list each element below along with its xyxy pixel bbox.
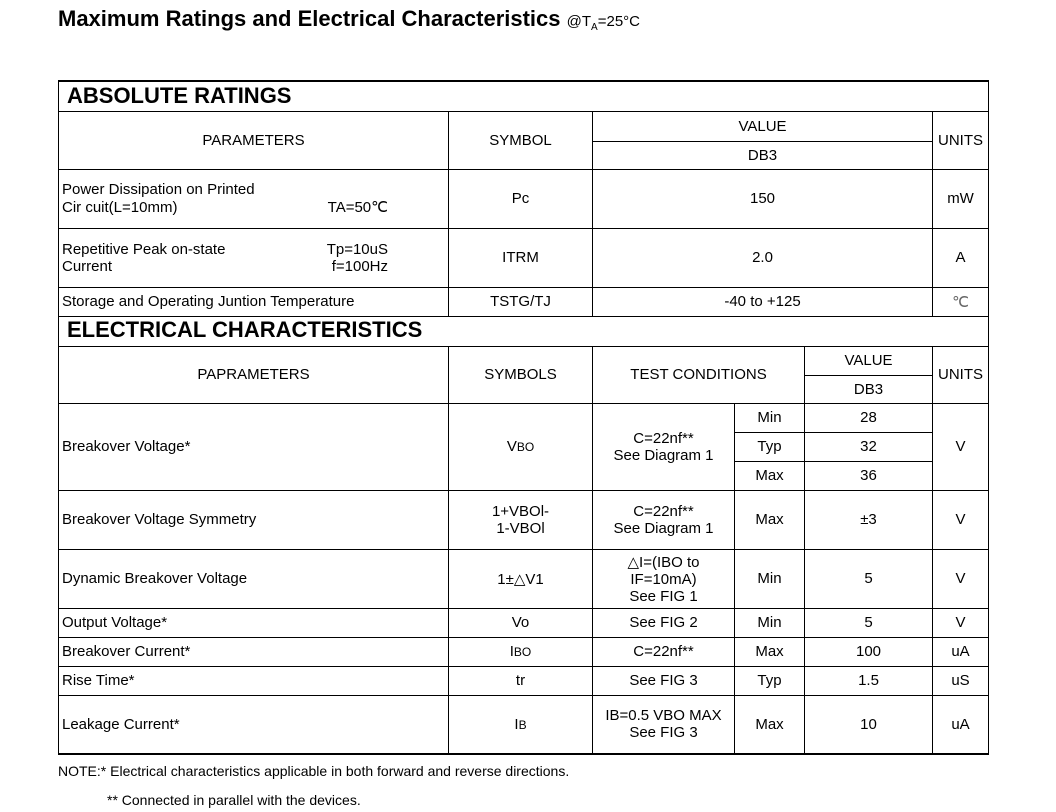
param-storage-temp: Storage and Operating Juntion Temperature (59, 287, 449, 316)
page-title (58, 6, 640, 33)
title-text: Maximum Ratings and Electrical Characteristics (58, 6, 561, 31)
symbol-itrm: ITRM (449, 228, 593, 287)
qual-typ: Typ (735, 432, 805, 461)
value-temp: -40 to +125 (593, 287, 933, 316)
col-units-e: UNITS (933, 346, 989, 403)
units-rise: uS (933, 666, 989, 695)
cond-current: C=22nf** (593, 637, 735, 666)
title-condition: $@T_A=25^\circ C$ (566, 13, 640, 33)
symbol-symmetry: 1+VBOl- 1-VBOl (449, 490, 593, 549)
cond-leakage: IB=0.5 VBO MAX See FIG 3 (593, 695, 735, 754)
absolute-section-title: ABSOLUTE RATINGS (59, 81, 989, 111)
electrical-section-title: ELECTRICAL CHARACTERISTICS (59, 314, 989, 346)
col-value-db3-e: DB3 (805, 375, 933, 403)
col-value: VALUE (593, 111, 933, 141)
col-symbols: SYMBOLS (449, 346, 593, 403)
symbol-ibo: IBO (449, 637, 593, 666)
cond-symmetry: C=22nf** See Diagram 1 (593, 490, 735, 549)
value-current: 100 (805, 637, 933, 666)
qual-symmetry: Max (735, 490, 805, 549)
cond-output: See FIG 2 (593, 608, 735, 637)
symbol-pc: Pc (449, 169, 593, 228)
qual-current: Max (735, 637, 805, 666)
units-leakage: uA (933, 695, 989, 754)
qual-dynamic: Min (735, 549, 805, 608)
note-line-2: ** Connected in parallel with the devices. (107, 792, 361, 808)
value-power: 150 (593, 169, 933, 228)
units-current: uA (933, 637, 989, 666)
param-breakover-voltage: Breakover Voltage* (59, 403, 449, 490)
units-symmetry: V (933, 490, 989, 549)
cond-breakover: C=22nf** See Diagram 1 (593, 403, 735, 490)
param-repetitive-peak: Repetitive Peak on-state Tp=10uS Current f=100Hz (59, 228, 449, 287)
col-paprameters: PAPRAMETERS (59, 346, 449, 403)
value-itrm: 2.0 (593, 228, 933, 287)
symbol-vbo: VBO (449, 403, 593, 490)
absolute-ratings-table (58, 80, 989, 317)
param-leakage: Leakage Current* (59, 695, 449, 754)
qual-leakage: Max (735, 695, 805, 754)
col-test-conditions: TEST CONDITIONS (593, 346, 805, 403)
value-min: 28 (805, 403, 933, 432)
value-rise: 1.5 (805, 666, 933, 695)
col-units: UNITS (933, 111, 989, 169)
qual-max: Max (735, 461, 805, 490)
param-dynamic: Dynamic Breakover Voltage (59, 549, 449, 608)
cond-dynamic: △I=(IBO to IF=10mA) See FIG 1 (593, 549, 735, 608)
units-v-breakover: V (933, 403, 989, 490)
symbol-output: Vo (449, 608, 593, 637)
param-rise-time: Rise Time* (59, 666, 449, 695)
col-value-e: VALUE (805, 346, 933, 375)
units-dynamic: V (933, 549, 989, 608)
col-value-db3: DB3 (593, 141, 933, 169)
units-output: V (933, 608, 989, 637)
symbol-ib: IB (449, 695, 593, 754)
note-line-1: NOTE:* Electrical characteristics applicable in both forward and reverse directions. (58, 763, 570, 779)
value-leakage: 10 (805, 695, 933, 754)
param-symmetry: Breakover Voltage Symmetry (59, 490, 449, 549)
electrical-table (58, 314, 989, 755)
qual-output: Min (735, 608, 805, 637)
param-output: Output Voltage* (59, 608, 449, 637)
symbol-tr: tr (449, 666, 593, 695)
value-typ: 32 (805, 432, 933, 461)
param-power-dissipation: Power Dissipation on Printed Cir cuit(L=10mm) TA=50℃ (59, 169, 449, 228)
units-celsius: ℃ (933, 287, 989, 316)
value-symmetry: ±3 (805, 490, 933, 549)
value-max: 36 (805, 461, 933, 490)
value-output: 5 (805, 608, 933, 637)
col-symbol: SYMBOL (449, 111, 593, 169)
qual-min: Min (735, 403, 805, 432)
cond-rise: See FIG 3 (593, 666, 735, 695)
units-a: A (933, 228, 989, 287)
symbol-dynamic: 1±△V1 (449, 549, 593, 608)
symbol-tstg: TSTG/TJ (449, 287, 593, 316)
units-mw: mW (933, 169, 989, 228)
value-dynamic: 5 (805, 549, 933, 608)
col-parameters: PARAMETERS (59, 111, 449, 169)
param-breakover-current: Breakover Current* (59, 637, 449, 666)
qual-rise: Typ (735, 666, 805, 695)
